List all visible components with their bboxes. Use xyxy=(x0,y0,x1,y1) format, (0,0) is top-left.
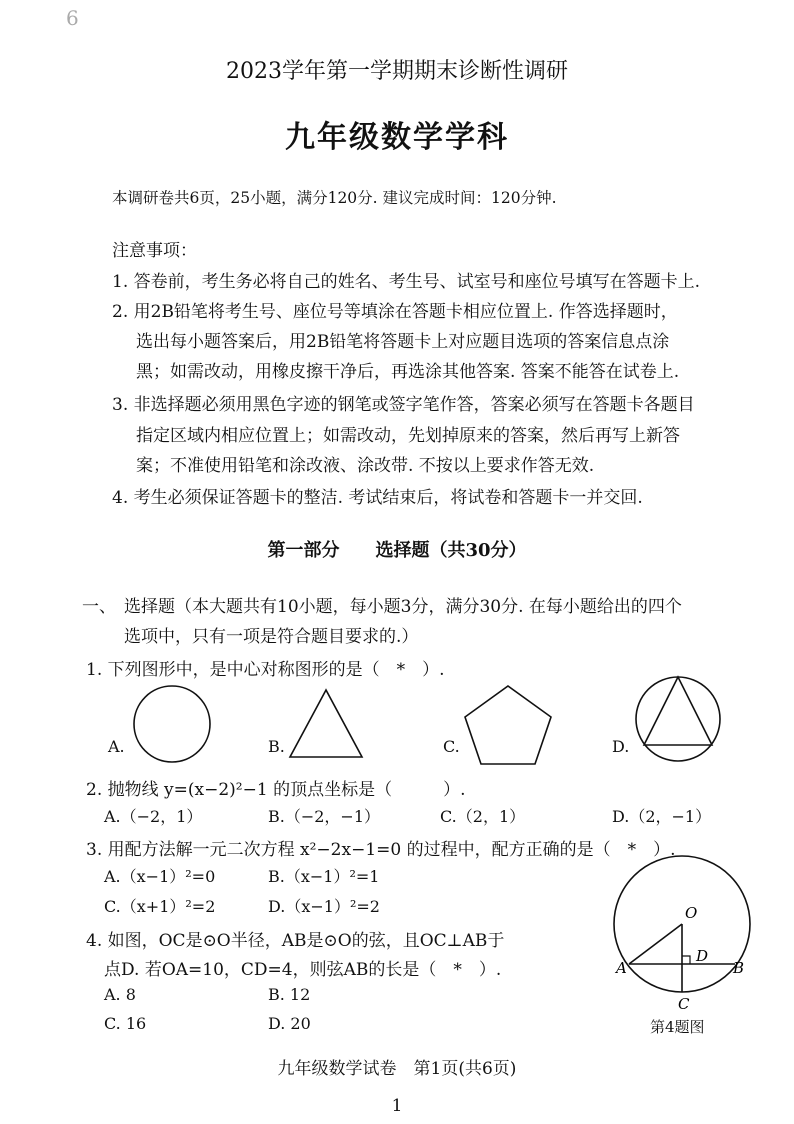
part-number: 一、 xyxy=(82,597,116,617)
q1-pentagon-figure xyxy=(465,686,551,764)
q3-option-d: D.（x−1）²=2 xyxy=(268,897,380,916)
label-d: D xyxy=(696,947,709,965)
q1-option-d: D. xyxy=(612,737,630,756)
q1-option-b: B. xyxy=(268,737,285,756)
notice-heading: 注意事项： xyxy=(112,241,197,261)
q4-figure xyxy=(600,842,790,1042)
notice-line: 选出每小题答案后，用2B铅笔将答题卡上对应题目选项的答案信息点涂 xyxy=(136,332,670,352)
corner-mark: 6 xyxy=(66,6,79,30)
notice-line: 黑；如需改动，用橡皮擦干净后，再选涂其他答案. 答案不能答在试卷上. xyxy=(136,362,680,382)
notice-line: 指定区域内相应位置上；如需改动，先划掉原来的答案，然后再写上新答 xyxy=(136,426,680,446)
exam-intro: 本调研卷共6页，25小题，满分120分. 建议完成时间：120分钟. xyxy=(112,189,557,207)
part-instruction-line: 选择题（本大题共有10小题，每小题3分，满分30分. 在每小题给出的四个 xyxy=(124,597,682,617)
notice-line: 3. 非选择题必须用黑色字迹的钢笔或签字笔作答，答案必须写在答题卡各题目 xyxy=(112,395,695,415)
q2-option-b: B.（−2，−1） xyxy=(268,807,381,826)
q3-option-b: B.（x−1）²=1 xyxy=(268,867,380,886)
q4-option-c: C. 16 xyxy=(104,1014,147,1033)
part-instruction-line: 选项中，只有一项是符合题目要求的.） xyxy=(124,627,419,647)
question-3-stem: 3. 用配方法解一元二次方程 x²−2x−1=0 的过程中，配方正确的是（ * ）. xyxy=(86,840,676,860)
q1-circle-figure xyxy=(134,686,210,762)
q4-option-b: B. 12 xyxy=(268,985,311,1004)
q3-option-a: A.（x−1）²=0 xyxy=(104,867,216,886)
q1-option-a: A. xyxy=(108,737,125,756)
q1-option-c: C. xyxy=(443,737,460,756)
q2-option-d: D.（2，−1） xyxy=(612,807,712,826)
label-b: B xyxy=(733,959,745,977)
label-c: C xyxy=(678,995,690,1013)
q4-figure-caption: 第4题图 xyxy=(650,1018,705,1036)
q4-option-a: A. 8 xyxy=(104,985,136,1004)
question-4-line: 4. 如图，OC是⊙O半径，AB是⊙O的弦，且OC⊥AB于 xyxy=(86,931,505,951)
q1-inscribed-triangle-figure xyxy=(636,677,720,761)
notice-line: 案；不准使用铅笔和涂改液、涂改带. 不按以上要求作答无效. xyxy=(136,456,595,476)
notice-line: 1. 答卷前，考生务必将自己的姓名、考生号、试室号和座位号填写在答题卡上. xyxy=(112,272,701,292)
q2-option-c: C.（2，1） xyxy=(440,807,526,826)
notice-line: 2. 用2B铅笔将考生号、座位号等填涂在答题卡相应位置上. 作答选择题时， xyxy=(112,302,678,322)
exam-subject: 九年级数学学科 xyxy=(285,120,509,155)
question-1-stem: 1. 下列图形中，是中心对称图形的是（ * ）. xyxy=(86,660,445,680)
exam-title: 2023学年第一学期期末诊断性调研 xyxy=(226,59,568,84)
q4-option-d: D. 20 xyxy=(268,1014,311,1033)
label-a: A xyxy=(616,959,627,977)
q2-option-a: A.（−2，1） xyxy=(104,807,203,826)
question-4-line: 点D. 若OA=10，CD=4，则弦AB的长是（ * ）. xyxy=(104,960,502,980)
notice-line: 4. 考生必须保证答题卡的整洁. 考试结束后，将试卷和答题卡一并交回. xyxy=(112,488,643,508)
q1-triangle-figure xyxy=(290,690,362,757)
question-2-stem: 2. 抛物线 y=(x−2)²−1 的顶点坐标是（ ）. xyxy=(86,780,466,800)
label-o: O xyxy=(685,904,698,922)
q3-option-c: C.（x+1）²=2 xyxy=(104,897,216,916)
page-footer: 九年级数学试卷 第1页(共6页) xyxy=(277,1059,517,1079)
section-title: 第一部分 选择题（共30分） xyxy=(267,540,527,561)
page-number: 1 xyxy=(391,1096,403,1116)
